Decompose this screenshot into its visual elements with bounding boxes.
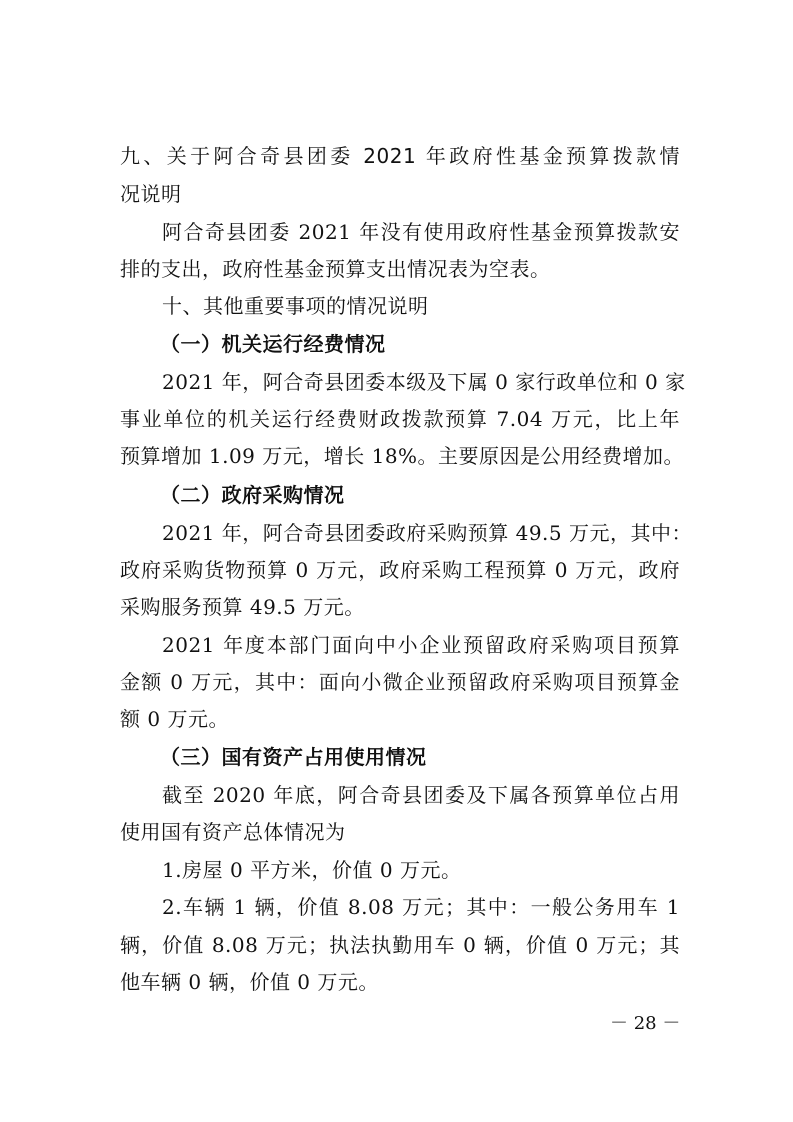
paragraph-line: 2.车辆 1 辆，价值 8.08 万元；其中：一般公务用车 1 bbox=[162, 895, 680, 919]
paragraph-line: 采购服务预算 49.5 万元。 bbox=[120, 595, 365, 619]
section-heading-9-line-1: 九、关于阿合奇县团委 2021 年政府性基金预算拨款情 bbox=[120, 144, 680, 168]
paragraph-line: 2021 年，阿合奇县团委政府采购预算 49.5 万元，其中： bbox=[162, 521, 693, 545]
paragraph-line: 额 0 万元。 bbox=[120, 707, 229, 731]
paragraph-line: 2021 年度本部门面向中小企业预留政府采购项目预算 bbox=[162, 633, 680, 657]
paragraph-line: 排的支出，政府性基金预算支出情况表为空表。 bbox=[120, 257, 551, 281]
page-number: － 28 － bbox=[610, 1013, 681, 1034]
paragraph-line: 他车辆 0 辆，价值 0 万元。 bbox=[120, 970, 379, 994]
paragraph-line: 阿合奇县团委 2021 年没有使用政府性基金预算拨款安 bbox=[162, 220, 680, 244]
paragraph-line: 金额 0 万元，其中：面向小微企业预留政府采购项目预算金 bbox=[120, 670, 680, 694]
paragraph-line: 事业单位的机关运行经费财政拨款预算 7.04 万元，比上年 bbox=[120, 407, 680, 431]
paragraph-line: 2021 年，阿合奇县团委本级及下属 0 家行政单位和 0 家 bbox=[162, 370, 686, 394]
paragraph-line: 使用国有资产总体情况为 bbox=[120, 820, 346, 844]
paragraph-line: 截至 2020 年底，阿合奇县团委及下属各预算单位占用 bbox=[162, 783, 680, 807]
subsection-heading-3: （三）国有资产占用使用情况 bbox=[160, 745, 427, 769]
subsection-heading-2: （二）政府采购情况 bbox=[160, 483, 345, 507]
section-heading-10: 十、其他重要事项的情况说明 bbox=[162, 294, 429, 318]
section-heading-9-line-2: 况说明 bbox=[120, 182, 182, 206]
paragraph-line: 预算增加 1.09 万元，增长 18%。主要原因是公用经费增加。 bbox=[120, 444, 685, 468]
paragraph-line: 辆，价值 8.08 万元；执法执勤用车 0 辆，价值 0 万元；其 bbox=[120, 933, 680, 957]
paragraph-line: 政府采购货物预算 0 万元，政府采购工程预算 0 万元，政府 bbox=[120, 558, 680, 582]
paragraph-line: 1.房屋 0 平方米，价值 0 万元。 bbox=[162, 858, 462, 882]
subsection-heading-1: （一）机关运行经费情况 bbox=[160, 332, 386, 356]
